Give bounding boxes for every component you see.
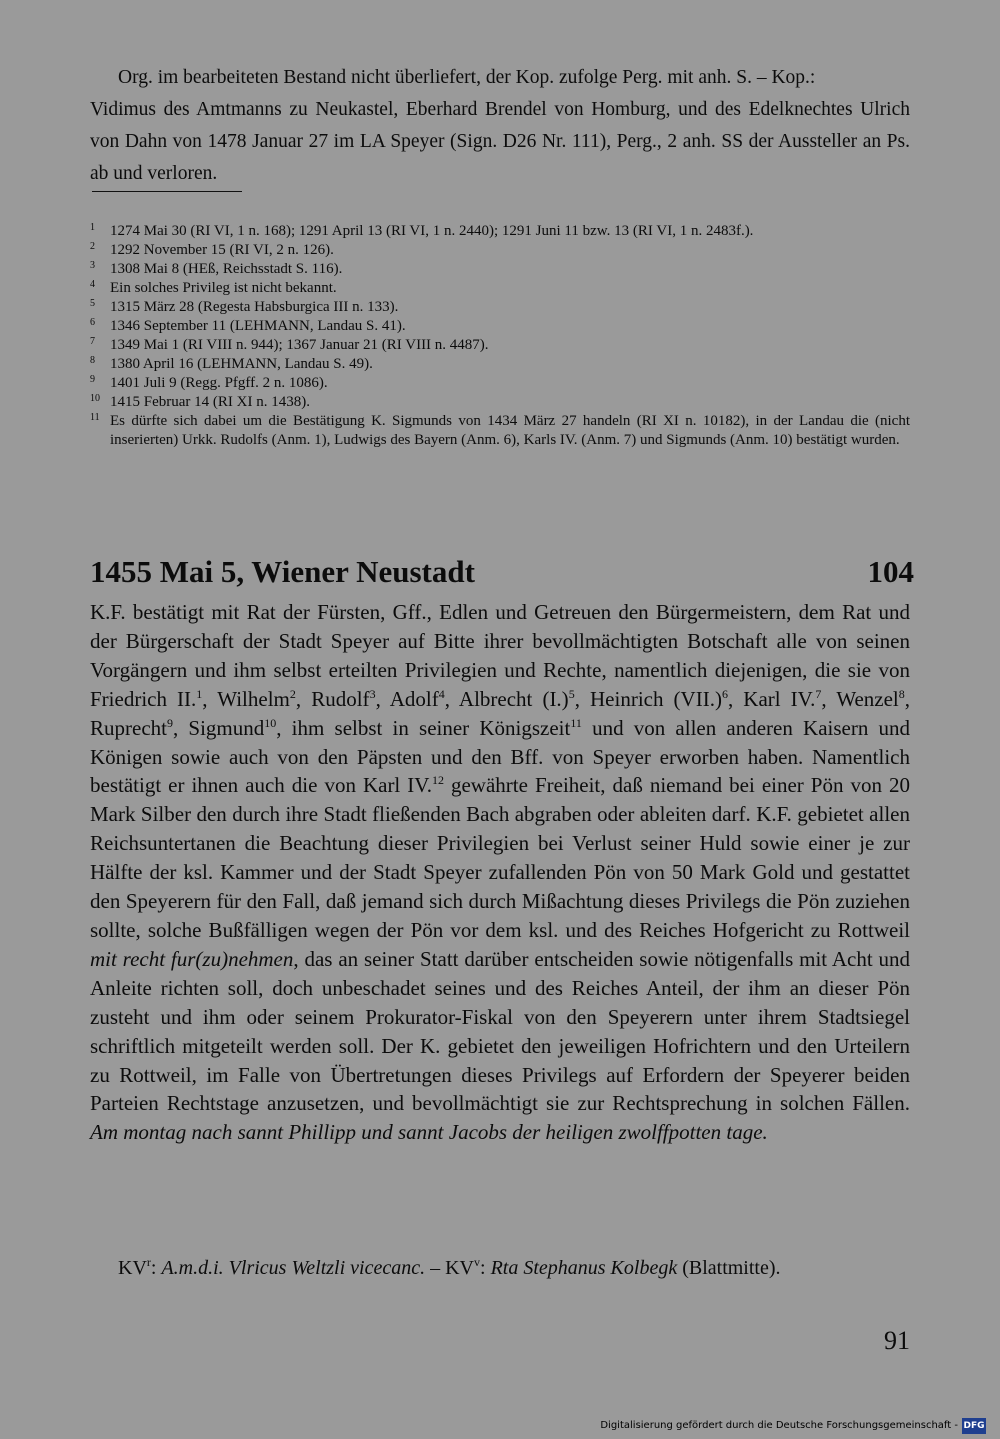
footnote-ref: 1 xyxy=(196,686,203,701)
dating-clause: Am montag nach sannt Phillipp und sannt Jacobs der heiligen zwolffpotten tage. xyxy=(90,1120,768,1145)
footnote xyxy=(90,393,910,412)
regest-text: , Wenzel xyxy=(821,686,899,711)
footnote-separator xyxy=(92,191,242,192)
regest-text: und von allen anderen Kaisern und Königen sowie auch von den Päpsten und den Bff. von Speyer erworben haben. Namentlich bestätigt er ihnen auch die von Karl IV. xyxy=(90,715,911,798)
page-number: 91 xyxy=(884,1326,910,1355)
footnote-ref: 10 xyxy=(264,715,277,730)
regest-paragraph xyxy=(90,598,910,1147)
regest-text: , Sigmund xyxy=(172,715,265,740)
footnote-number: 7 xyxy=(90,336,95,347)
chancery-notes xyxy=(118,1254,918,1282)
footnote-ref: 6 xyxy=(721,686,728,701)
footnote-text: Es dürfte sich dabei um die Bestätigung K. Sigmunds von 1434 März 27 handeln (RI XI n. 10182), in der Landau die (nicht inserierten) Urkk. Rudolfs (Anm. 1), Ludwigs des Bayern (Anm. 6), Karls IV. (Anm. 7) und Sigmunds (Anm. 10) bestätigt wurden. xyxy=(110,413,910,448)
footnote-number: 5 xyxy=(90,298,95,309)
kv-recto-mark: r xyxy=(146,1255,151,1269)
footnote-text: 1292 November 15 (RI VI, 2 n. 126). xyxy=(110,242,334,258)
regest-quote: mit recht fur(zu)nehmen xyxy=(90,946,294,971)
kv-verso-mark: v xyxy=(474,1255,480,1269)
footnote-number: 2 xyxy=(90,241,95,252)
kv-suffix: (Blattmitte). xyxy=(677,1257,781,1279)
regest-text: K.F. bestätigt mit Rat der Fürsten, Gff., Edlen und Getreuen den Bürgermeistern, dem Rat und der Bürgerschaft der Stadt Speyer auf Bitte ihrer bevollmächtigten Botschaft alle von seinen Vorgängern und ihm selbst erteilten Privilegien und Rechte, namentlich diejenigen, die sie von Friedrich II. xyxy=(90,600,910,711)
footnote-ref: 7 xyxy=(815,686,822,701)
document-number: 104 xyxy=(867,554,914,589)
regest-text: , ihm selbst in seiner Königszeit xyxy=(276,715,571,740)
regest-text: , das an seiner Statt darüber entscheiden sowie nötigenfalls mit Acht und Anleite richten soll, doch unbeschadet seines und des Reiches Anteil, der ihm an dieser Pön zusteht und ihm oder seinem Prokurator-Fiskal von den Speyerern unter ihrem Stadtsiegel schriftlich mitgeteilt werden soll. Der K. gebietet den jeweiligen Hofrichtern und den Urteilern zu Rottweil, im Falle von Übertretungen dieses Privilegs auf Erfordern der Speyerer beiden Parteien Rechtstage anzusetzen, und bevollmächtigt sie zur Rechtsprechung in solchen Fällen. xyxy=(90,946,911,1116)
footnote-ref: 8 xyxy=(898,686,905,701)
footnote-ref: 9 xyxy=(166,715,173,730)
kv-colon: : xyxy=(480,1257,491,1279)
footnote-ref: 12 xyxy=(431,773,444,788)
footnote-number: 3 xyxy=(90,260,95,271)
footnote xyxy=(90,222,910,241)
footnote-number: 6 xyxy=(90,317,95,328)
footnote-number: 10 xyxy=(90,393,100,404)
regest-text: gewährte Freiheit, daß niemand bei einer Pön von 20 Mark Silber den durch ihre Stadt fließenden Bach abgraben oder ableiten darf. K.F. gebietet allen Reichsuntertanen die Beachtung dieser Privilegien bei Verlust seiner Huld sowie einer je zur Hälfte der ksl. Kammer und der Stadt Speyer zufallenden Pön von 50 Mark Gold und gestattet den Speyerern für den Fall, daß jemand sich durch Mißachtung dieses Privilegs die Pön zuziehen sollte, solche Bußfälligen wegen der Pön vor dem ksl. und des Reiches Hofgericht zu Rottweil xyxy=(90,773,910,942)
footnote xyxy=(90,279,910,298)
kv-separator: – xyxy=(425,1257,446,1279)
footnote-text: 1308 Mai 8 (HEß, Reichsstadt S. 116). xyxy=(110,261,343,277)
footnote xyxy=(90,317,910,336)
regest-text: , Albrecht (I.) xyxy=(444,686,569,711)
footnote-text: 1401 Juli 9 (Regg. Pfgff. 2 n. 1086). xyxy=(110,375,328,391)
footnote xyxy=(90,298,910,317)
footnote xyxy=(90,355,910,374)
footnote-text: 1274 Mai 30 (RI VI, 1 n. 168); 1291 April 13 (RI VI, 1 n. 2440); 1291 Juni 11 bzw. 13 (RI VI, 1 n. 2483f.). xyxy=(110,223,754,239)
footnote xyxy=(90,374,910,393)
kv-colon: : xyxy=(150,1257,162,1279)
footnote-text: 1315 März 28 (Regesta Habsburgica III n. 133). xyxy=(110,299,399,315)
dfg-logo: DFG xyxy=(962,1418,986,1434)
footnote xyxy=(90,336,910,355)
regest-text: , Adolf xyxy=(375,686,439,711)
footnote-text: 1380 April 16 (LEHMANN, Landau S. 49). xyxy=(110,356,373,372)
kv-recto-text: A.m.d.i. Vlricus Weltzli vicecanc. xyxy=(161,1257,426,1279)
intro-paragraph xyxy=(90,62,910,190)
kv-label: KV xyxy=(118,1257,147,1279)
footnote-ref: 4 xyxy=(438,686,445,701)
footnote-number: 1 xyxy=(90,222,95,233)
intro-line-2: Vidimus des Amtmanns zu Neukastel, Eberhard Brendel von Homburg, und des Edelknechtes Ulrich von Dahn von 1478 Januar 27 im LA Speyer (Sign. D26 Nr. 111), Perg., 2 anh. SS der Aussteller an Ps. ab und verloren. xyxy=(90,99,910,184)
regest-text: , Rudolf xyxy=(295,686,370,711)
footnote xyxy=(90,260,910,279)
footnote-number: 9 xyxy=(90,374,95,385)
footnote-ref: 3 xyxy=(369,686,376,701)
footnote-text: 1346 September 11 (LEHMANN, Landau S. 41). xyxy=(110,318,406,334)
kv-label: KV xyxy=(445,1257,474,1279)
footnote-list xyxy=(90,222,910,450)
kv-verso-text: Rta Stephanus Kolbegk xyxy=(490,1257,678,1279)
footnote-ref: 11 xyxy=(570,715,582,730)
document-heading xyxy=(90,550,914,594)
footnote-text: 1349 Mai 1 (RI VIII n. 944); 1367 Januar 21 (RI VIII n. 4487). xyxy=(110,337,489,353)
footnote-text: Ein solches Privileg ist nicht bekannt. xyxy=(110,280,337,296)
regest-text: , Karl IV. xyxy=(727,686,816,711)
regest-text: , Ruprecht xyxy=(90,686,911,740)
footnote-number: 4 xyxy=(90,279,95,290)
digitization-credit: Digitalisierung gefördert durch die Deutsche Forschungsgemeinschaft - xyxy=(600,1420,958,1431)
footnote xyxy=(90,412,910,450)
footnote-number: 11 xyxy=(90,412,100,423)
regest-text: , Wilhelm xyxy=(202,686,290,711)
footnote xyxy=(90,241,910,260)
document-date-place: 1455 Mai 5, Wiener Neustadt xyxy=(90,554,475,589)
footnote-number: 8 xyxy=(90,355,95,366)
footnote-text: 1415 Februar 14 (RI XI n. 1438). xyxy=(110,394,310,410)
intro-line-1: Org. im bearbeiteten Bestand nicht überliefert, der Kop. zufolge Perg. mit anh. S. – Kop.: xyxy=(118,67,816,88)
footnote-ref: 2 xyxy=(289,686,296,701)
footnote-ref: 5 xyxy=(568,686,575,701)
regest-text: , Heinrich (VII.) xyxy=(574,686,722,711)
